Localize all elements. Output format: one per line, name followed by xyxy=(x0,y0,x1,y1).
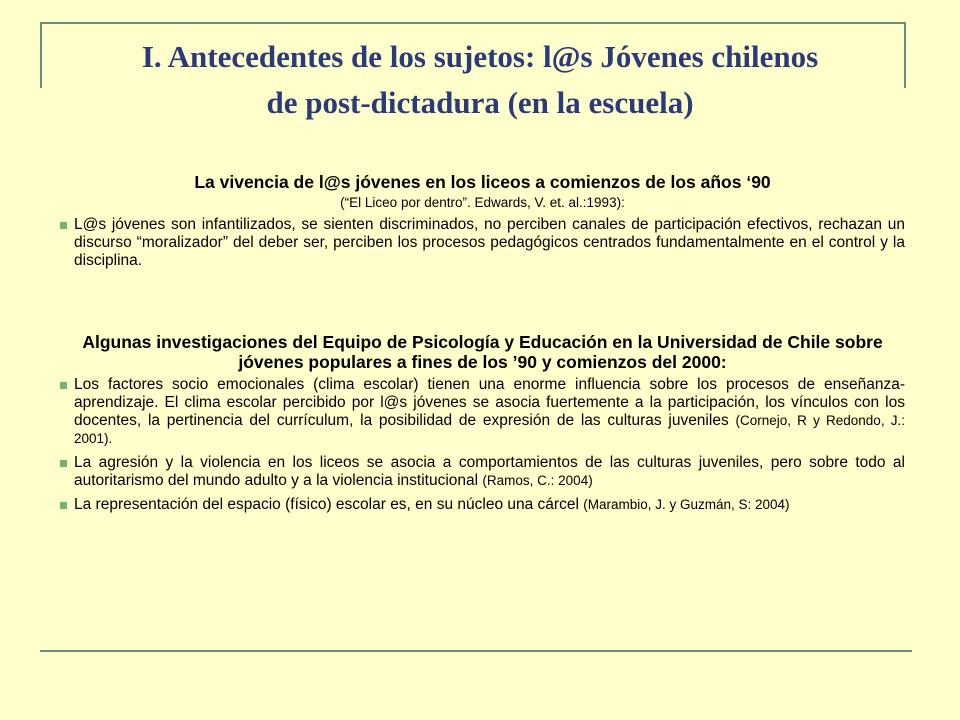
bullet-square-icon xyxy=(60,222,67,229)
section1-heading: La vivencia de l@s jóvenes en los liceos a comienzos de los años ‘90 xyxy=(194,172,771,192)
section1-bullet xyxy=(60,216,905,270)
frame-line-left xyxy=(40,22,42,88)
bullet-text: L@s jóvenes son infantilizados, se sienten discriminados, no perciben canales de participación efectivos, rechazan un discurso “moralizador” del deber ser, perciben los procesos pedagógicos centrados fundamentalmente en el control y la disciplina. xyxy=(74,216,905,269)
slide-content xyxy=(60,172,905,520)
bullet-text: Los factores socio emocionales (clima escolar) tienen una enorme influencia sobre los procesos de enseñanza-aprendizaje. El clima escolar percibido por l@s jóvenes se asocia fuertemente a la participación, los vínculos con los docentes, la pertinencia del currículum, la posibilidad de expresión de las culturas juveniles xyxy=(74,376,905,429)
frame-line-top xyxy=(40,22,904,24)
section2-bullet xyxy=(60,496,905,514)
bullet-text: La agresión y la violencia en los liceos se asocia a comportamientos de las culturas juveniles, pero sobre todo al autoritarismo del mundo adulto y a la violencia institucional xyxy=(74,454,905,489)
title-line-2: de post-dictadura (en la escuela) xyxy=(266,85,694,120)
frame-line-bottom xyxy=(40,650,912,652)
title-line-1: I. Antecedentes de los sujetos: l@s Jóvenes chilenos xyxy=(141,39,819,74)
slide-title xyxy=(50,34,910,126)
bullet-reference: (Ramos, C.: 2004) xyxy=(482,473,593,488)
bullet-square-icon xyxy=(60,460,67,467)
section2-bullet xyxy=(60,376,905,448)
bullet-reference: (Cornejo, R y Redondo, J.: 2001). xyxy=(74,413,906,446)
bullet-reference: (Marambio, J. y Guzmán, S: 2004) xyxy=(583,497,790,512)
section2-heading: Algunas investigaciones del Equipo de Psicología y Educación en la Universidad de Chile sobre jóvenes populares a fines de los ’90 y comienzos del 2000: xyxy=(82,332,883,372)
bullet-square-icon xyxy=(60,502,67,509)
section1-citation: (“El Liceo por dentro”. Edwards, V. et. al.:1993): xyxy=(340,195,625,210)
section2-bullet xyxy=(60,454,905,490)
bullet-text: La representación del espacio (físico) escolar es, en su núcleo una cárcel xyxy=(74,496,579,513)
bullet-square-icon xyxy=(60,382,67,389)
